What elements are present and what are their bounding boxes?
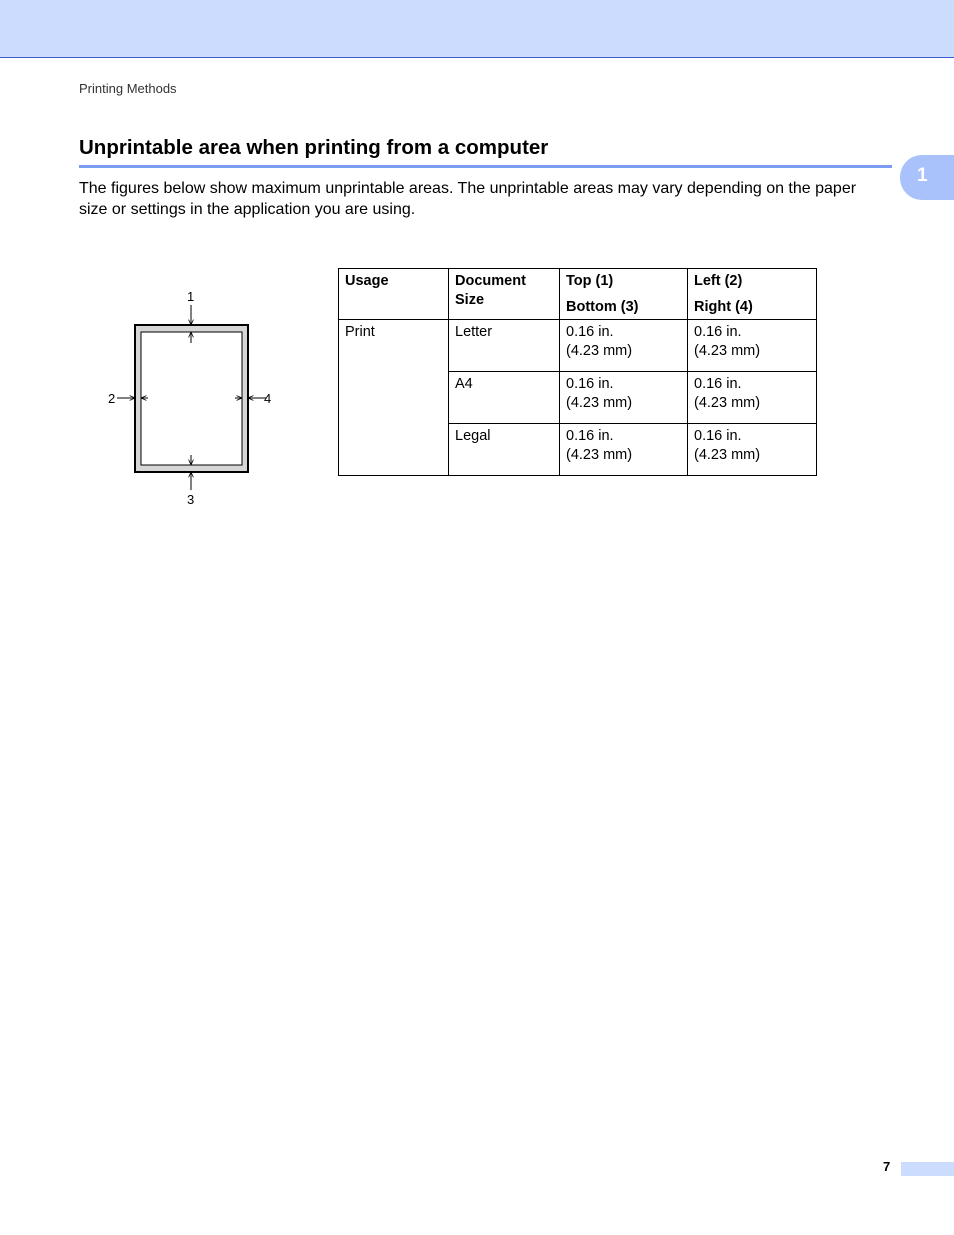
left-right-cell [688,372,817,424]
unprintable-area-diagram [100,283,280,513]
left-right-inches: 0.16 in. [694,324,742,340]
top-bottom-mm: (4.23 mm) [566,342,633,359]
left-right-inches: 0.16 in. [694,376,742,392]
top-bottom-cell [560,320,688,372]
printable-area [141,332,242,465]
chapter-tab [900,155,954,200]
header-left-right [688,269,817,320]
label-left: 2 [108,391,116,406]
top-bottom-inches: 0.16 in. [566,376,614,392]
size-cell: A4 [449,372,560,424]
size-cell: Legal [449,424,560,476]
top-bottom-inches: 0.16 in. [566,324,614,340]
left-right-mm: (4.23 mm) [694,446,761,463]
label-right: 4 [264,391,272,406]
left-right-mm: (4.23 mm) [694,394,761,411]
title-underline [79,165,892,168]
header-bottom: Bottom (3) [566,298,639,315]
header-top: Top (1) [566,273,614,289]
left-right-cell [688,320,817,372]
header-left: Left (2) [694,273,743,289]
table-row [339,320,817,372]
label-top: 1 [187,289,195,304]
top-bottom-inches: 0.16 in. [566,428,614,444]
usage-cell: Print [339,320,449,476]
header-document-size: Document Size [449,269,560,320]
chapter-number: 1 [917,165,928,186]
left-right-mm: (4.23 mm) [694,342,761,359]
unprintable-margins-table [338,268,817,476]
header-top-bottom [560,269,688,320]
left-right-inches: 0.16 in. [694,428,742,444]
top-bottom-cell [560,372,688,424]
table-header-row [339,269,817,320]
top-bottom-cell [560,424,688,476]
footer-accent-bar [901,1162,954,1176]
top-bottom-mm: (4.23 mm) [566,394,633,411]
size-cell: Letter [449,320,560,372]
page-title: Unprintable area when printing from a computer [79,136,549,159]
header-usage: Usage [339,269,449,320]
page-number: 7 [883,1159,891,1174]
header-right: Right (4) [694,298,753,315]
breadcrumb: Printing Methods [79,81,177,96]
label-bottom: 3 [187,492,195,507]
left-right-cell [688,424,817,476]
header-band [0,0,954,58]
top-bottom-mm: (4.23 mm) [566,446,633,463]
intro-paragraph: The figures below show maximum unprintable areas. The unprintable areas may vary depending on the paper size or settings in the application you are using. [79,180,857,218]
